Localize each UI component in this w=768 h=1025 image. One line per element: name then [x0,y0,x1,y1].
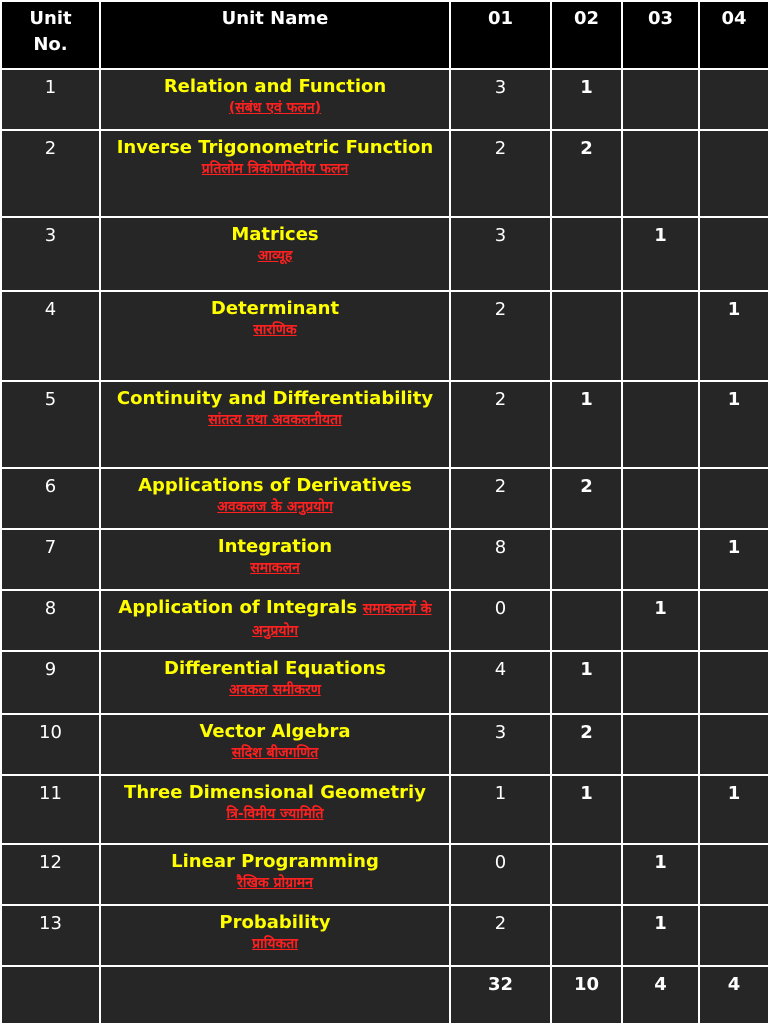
unit-name-hindi: रैखिक प्रोग्रामन [237,875,313,891]
marks-col-04-cell: 1 [699,291,768,381]
header-col-01: 01 [450,1,551,69]
marks-col-01-cell: 3 [450,714,551,775]
marks-col-01-cell: 4 [450,651,551,714]
marks-col-02-cell: 1 [551,381,622,468]
marks-col-04-cell [699,130,768,217]
unit-name-cell [100,130,450,217]
unit-name-english: Determinant [210,298,340,319]
unit-number-cell: 6 [1,468,100,529]
marks-col-02-cell: 2 [551,714,622,775]
unit-name-hindi: त्रि-विमीय ज्यामिति [226,806,324,822]
marks-col-02-cell [551,905,622,966]
table-row [1,468,768,529]
unit-name-hindi: प्रायिकता [252,936,298,952]
marks-col-01-cell: 0 [450,844,551,905]
unit-name-cell [100,590,450,651]
unit-name-hindi: (संबंध एवं फलन) [228,100,322,116]
unit-name-english: Integration [217,536,333,557]
marks-col-04-cell: 1 [699,775,768,844]
marks-col-03-cell [622,130,699,217]
marks-col-02-cell [551,590,622,651]
table-row [1,381,768,468]
marks-col-04-cell [699,844,768,905]
table-row [1,844,768,905]
unit-name-english: Inverse Trigonometric Function [116,137,434,158]
marks-col-03-cell [622,69,699,130]
unit-number-cell: 1 [1,69,100,130]
unit-number-cell: 4 [1,291,100,381]
totals-unit-name [100,966,450,1024]
marks-col-01-cell: 0 [450,590,551,651]
unit-name-english: Continuity and Differentiability [116,388,434,409]
table-row [1,651,768,714]
total-col-02: 10 [551,966,622,1024]
marks-col-03-cell [622,468,699,529]
unit-number-cell: 9 [1,651,100,714]
table-row [1,69,768,130]
total-col-04: 4 [699,966,768,1024]
table-row [1,130,768,217]
marks-col-02-cell: 2 [551,468,622,529]
unit-number-cell: 5 [1,381,100,468]
header-col-02: 02 [551,1,622,69]
unit-number-cell: 13 [1,905,100,966]
marks-col-03-cell: 1 [622,905,699,966]
table-row [1,529,768,590]
marks-col-02-cell [551,217,622,291]
unit-name-hindi: समाकलनों के अनुप्रयोग [251,601,432,639]
marks-col-01-cell: 2 [450,381,551,468]
unit-name-hindi: अवकलज के अनुप्रयोग [217,499,333,515]
marks-col-02-cell: 2 [551,130,622,217]
unit-name-cell [100,651,450,714]
marks-col-04-cell [699,217,768,291]
marks-col-03-cell [622,775,699,844]
unit-name-english: Applications of Derivatives [138,475,412,496]
unit-name-hindi: प्रतिलोम त्रिकोणमितीय फलन [201,161,349,177]
marks-col-01-cell: 2 [450,130,551,217]
total-col-03: 4 [622,966,699,1024]
unit-name-cell [100,529,450,590]
marks-col-02-cell [551,529,622,590]
unit-name-hindi: सारणिक [253,322,297,338]
totals-row [1,966,768,1024]
table-row [1,905,768,966]
marks-col-03-cell [622,714,699,775]
marks-col-04-cell [699,69,768,130]
marks-col-02-cell [551,291,622,381]
header-row [1,1,768,69]
header-unit-no: Unit No. [1,1,100,69]
unit-name-cell [100,69,450,130]
header-col-04: 04 [699,1,768,69]
marks-col-04-cell [699,714,768,775]
unit-name-english: Probability [219,912,331,933]
table-row [1,590,768,651]
unit-name-cell [100,381,450,468]
unit-name-english: Linear Programming [171,851,379,872]
unit-name-cell [100,468,450,529]
marks-col-04-cell: 1 [699,381,768,468]
marks-col-01-cell: 2 [450,905,551,966]
unit-number-cell: 10 [1,714,100,775]
table-row [1,714,768,775]
table-row [1,775,768,844]
unit-number-cell: 2 [1,130,100,217]
unit-name-cell [100,714,450,775]
table-row [1,217,768,291]
unit-number-cell: 7 [1,529,100,590]
unit-name-hindi: अवकल समीकरण [229,682,321,698]
marks-col-03-cell: 1 [622,217,699,291]
marks-col-04-cell [699,468,768,529]
marks-col-03-cell [622,381,699,468]
totals-unit-no [1,966,100,1024]
unit-number-cell: 3 [1,217,100,291]
unit-name-hindi: सदिश बीजगणित [231,745,319,761]
header-unit-name: Unit Name [100,1,450,69]
total-col-01: 32 [450,966,551,1024]
unit-number-cell: 8 [1,590,100,651]
unit-number-cell: 11 [1,775,100,844]
marks-col-01-cell: 3 [450,69,551,130]
unit-name-english: Matrices [231,224,319,245]
unit-name-cell [100,775,450,844]
unit-name-hindi: आव्यूह [257,248,293,264]
unit-name-cell [100,291,450,381]
marks-col-04-cell: 1 [699,529,768,590]
marks-col-03-cell: 1 [622,590,699,651]
unit-name-english: Application of Integrals [118,597,358,618]
marks-col-01-cell: 3 [450,217,551,291]
marks-col-02-cell: 1 [551,69,622,130]
marks-col-03-cell [622,291,699,381]
unit-name-english: Differential Equations [164,658,386,679]
unit-name-english: Vector Algebra [199,721,351,742]
unit-name-cell [100,844,450,905]
marks-col-01-cell: 1 [450,775,551,844]
header-col-03: 03 [622,1,699,69]
marks-col-02-cell: 1 [551,651,622,714]
marks-col-02-cell: 1 [551,775,622,844]
unit-name-hindi: समाकलन [250,560,300,576]
unit-number-cell: 12 [1,844,100,905]
marks-col-02-cell [551,844,622,905]
unit-name-hindi: सांतत्य तथा अवकलनीयता [208,412,342,428]
marks-col-04-cell [699,905,768,966]
marks-col-01-cell: 8 [450,529,551,590]
unit-name-inline-wrap [107,597,443,641]
marks-col-04-cell [699,590,768,651]
unit-name-english: Three Dimensional Geometriy [124,782,426,803]
marks-col-03-cell: 1 [622,844,699,905]
unit-name-cell [100,905,450,966]
unit-name-english: Relation and Function [163,76,387,97]
marks-col-01-cell: 2 [450,468,551,529]
unit-name-cell [100,217,450,291]
marks-col-04-cell [699,651,768,714]
marks-col-03-cell [622,651,699,714]
table-body [1,69,768,966]
table-row [1,291,768,381]
marks-col-03-cell [622,529,699,590]
marks-col-01-cell: 2 [450,291,551,381]
